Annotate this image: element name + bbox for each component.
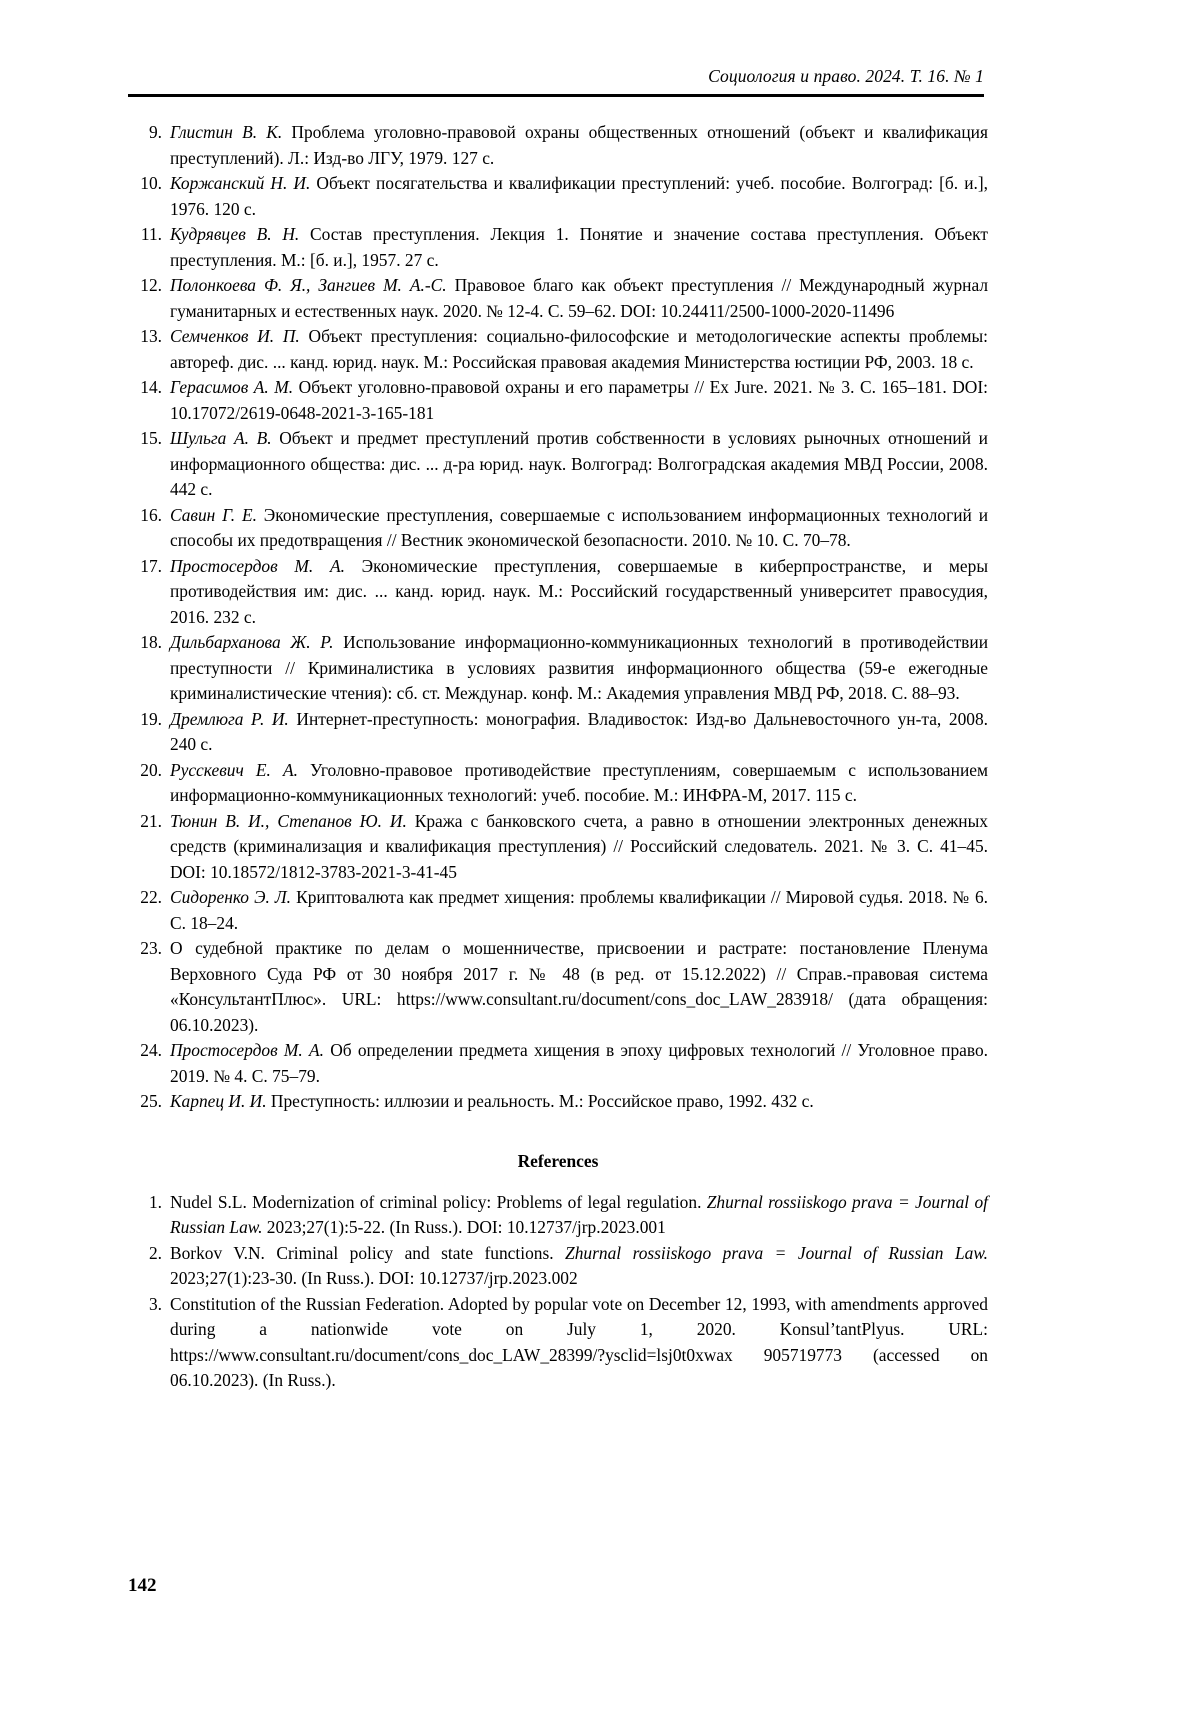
reference-number: 15. [140, 428, 162, 448]
reference-item [128, 1190, 988, 1241]
reference-item [128, 120, 988, 171]
reference-author: Дремлюга Р. И. [170, 708, 289, 729]
reference-text: 2023;27(1):5-22. (In Russ.). DOI: 10.12737/jrp.2023.001 [262, 1217, 666, 1237]
reference-author: Простосердов М. А. [170, 1040, 324, 1060]
reference-text: Объект уголовно-правовой охраны и его параметры // Ex Jure. 2021. № 3. С. 165–181. DOI: 10.17072/2619-0648-2021-3-165-181 [170, 377, 988, 423]
reference-journal: Zhurnal rossiiskogo prava = Journal of Russian Law. [170, 1191, 988, 1237]
reference-text: Nudel S.L. Modernization of criminal policy: Problems of legal regulation. [170, 1191, 707, 1212]
reference-item [128, 426, 988, 503]
reference-text: Состав преступления. Лекция 1. Понятие и значение состава преступления. Объект преступления. М.: [б. и.], 1957. 27 с. [170, 224, 988, 270]
reference-number: 11. [140, 224, 162, 244]
running-header: Социология и право. 2024. Т. 16. № 1 [708, 66, 984, 86]
reference-author: Дильбарханова Ж. Р. [170, 632, 334, 652]
reference-author: Тюнин В. И., Степанов Ю. И. [170, 810, 407, 831]
page-number: 142 [128, 1575, 157, 1596]
english-reference-list [128, 1190, 988, 1394]
reference-item [128, 324, 988, 375]
reference-text: Constitution of the Russian Federation. Adopted by popular vote on December 12, 1993, with amendments approved during a nationwide vote on July 1, 2020. Konsul’tantPlyus. URL: https://www.consultant.ru/document/cons_doc_LAW_28399/?ysclid=lsj0t0xwax 905719773 (accessed on 06.10.2023). (In Russ.). [170, 1293, 988, 1390]
reference-author: Герасимов А. М. [170, 377, 294, 397]
reference-number: 13. [140, 326, 162, 346]
reference-text: Криптовалюта как предмет хищения: проблемы квалификации // Мировой судья. 2018. № 6. С. 18–24. [170, 887, 989, 933]
header-divider [128, 94, 984, 97]
russian-reference-list [128, 120, 988, 1115]
reference-number: 10. [140, 173, 162, 193]
reference-text: Экономические преступления, совершаемые в киберпространстве, и меры противодействия им: дис. ... канд. юрид. наук. М.: Российский государственный университет правосудия, 2016. 232 с. [170, 555, 988, 627]
reference-item [128, 503, 988, 554]
reference-text: Использование информационно-коммуникационных технологий в противодействии преступности // Криминалистика в условиях развития информационного общества (59-е ежегодные криминалистические чтения): сб. ст. Междунар. конф. М.: Академия управления МВД РФ, 2018. С. 88–93. [170, 632, 989, 703]
reference-text: Объект посягательства и квалификации преступлений: учеб. пособие. Волгоград: [б. и.], 1976. 120 с. [170, 173, 988, 219]
reference-item [128, 936, 988, 1038]
reference-text: Проблема уголовно-правовой охраны общественных отношений (объект и квалификация преступлений). Л.: Изд-во ЛГУ, 1979. 127 с. [170, 122, 988, 168]
reference-author: Семченков И. П. [170, 326, 300, 346]
reference-author: Савин Г. Е. [170, 504, 257, 525]
reference-text: Уголовно-правовое противодействие преступлениям, совершаемым с использованием информационно-коммуникационных технологий: учеб. пособие. М.: ИНФРА-М, 2017. 115 с. [170, 759, 988, 805]
reference-text: Экономические преступления, совершаемые с использованием информационных технологий и способы их предотвращения // Вестник экономической безопасности. 2010. № 10. С. 70–78. [170, 504, 989, 550]
reference-item [128, 1292, 988, 1394]
reference-text: Кража с банковского счета, а равно в отношении электронных денежных средств (криминализация и квалификация преступления) // Российский следователь. 2021. № 3. С. 41–45. DOI: 10.18572/1812-3783-2021-3-41-45 [170, 810, 988, 882]
reference-number: 23. [140, 938, 162, 958]
reference-number: 22. [140, 887, 162, 907]
reference-item [128, 1241, 988, 1292]
reference-number: 25. [140, 1091, 162, 1111]
reference-author: Русскевич Е. А. [170, 759, 298, 780]
reference-text: Объект и предмет преступлений против собственности в условиях рыночных отношений и информационного общества: дис. ... д-ра юрид. наук. Волгоград: Волгоградская академия МВД России, 2008. 442 с. [170, 428, 988, 499]
reference-number: 12. [140, 275, 162, 295]
reference-text: 2023;27(1):23-30. (In Russ.). DOI: 10.12737/jrp.2023.002 [170, 1268, 578, 1288]
reference-author: Коржанский Н. И. [170, 173, 311, 193]
reference-author: Простосердов М. А. [170, 555, 345, 576]
reference-item [128, 809, 988, 886]
reference-text: Объект преступления: социально-философские и методологические аспекты проблемы: автореф. дис. ... канд. юрид. наук. М.: Российская правовая академия Министерства юстиции РФ, 2003. 18 с. [170, 326, 988, 372]
reference-text: Интернет-преступность: монография. Владивосток: Изд-во Дальневосточного ун-та, 2008. 240 с. [170, 708, 988, 754]
reference-item [128, 707, 988, 758]
reference-number: 2. [148, 1242, 162, 1263]
reference-number: 1. [148, 1191, 162, 1212]
reference-number: 9. [148, 122, 162, 142]
page-content [128, 120, 988, 1394]
reference-item [128, 554, 988, 631]
reference-text: Borkov V.N. Criminal policy and state functions. [170, 1242, 566, 1263]
reference-number: 21. [140, 810, 162, 831]
reference-author: Карпец И. И. [170, 1091, 267, 1111]
reference-number: 14. [140, 377, 162, 397]
reference-number: 16. [140, 504, 162, 525]
reference-item [128, 630, 988, 707]
reference-journal: Zhurnal rossiiskogo prava = Journal of Russian Law. [565, 1242, 988, 1263]
reference-number: 17. [140, 555, 162, 576]
reference-item [128, 1089, 988, 1115]
reference-item [128, 273, 988, 324]
reference-text: О судебной практике по делам о мошенничестве, присвоении и растрате: постановление Пленума Верховного Суда РФ от 30 ноября 2017 г. № 48 (в ред. от 15.12.2022) // Справ.-правовая система «КонсультантПлюс». URL: https://www.consultant.ru/document/cons_doc_LAW_283918/ (дата обращения: 06.10.2023). [170, 938, 988, 1035]
references-heading: References [517, 1150, 599, 1171]
reference-author: Полонкоева Ф. Я., Зангиев М. А.-С. [170, 275, 447, 295]
reference-item [128, 1038, 988, 1089]
reference-author: Глистин В. К. [170, 122, 283, 142]
reference-item [128, 758, 988, 809]
reference-text: Преступность: иллюзии и реальность. М.: Российское право, 1992. 432 с. [266, 1091, 814, 1111]
reference-item [128, 222, 988, 273]
reference-number: 19. [140, 708, 162, 729]
reference-text: Правовое благо как объект преступления // Международный журнал гуманитарных и естественных наук. 2020. № 12-4. С. 59–62. DOI: 10.24411/2500-1000-2020-11496 [170, 275, 988, 321]
reference-number: 20. [140, 759, 162, 780]
reference-text: Об определении предмета хищения в эпоху цифровых технологий // Уголовное право. 2019. № 4. С. 75–79. [170, 1040, 989, 1086]
reference-item [128, 885, 988, 936]
reference-number: 3. [148, 1293, 162, 1314]
reference-item [128, 171, 988, 222]
reference-item [128, 375, 988, 426]
reference-number: 18. [140, 632, 162, 652]
reference-author: Шульга А. В. [170, 428, 272, 448]
reference-author: Кудрявцев В. Н. [170, 224, 300, 244]
reference-author: Сидоренко Э. Л. [170, 887, 292, 907]
reference-number: 24. [140, 1040, 162, 1060]
